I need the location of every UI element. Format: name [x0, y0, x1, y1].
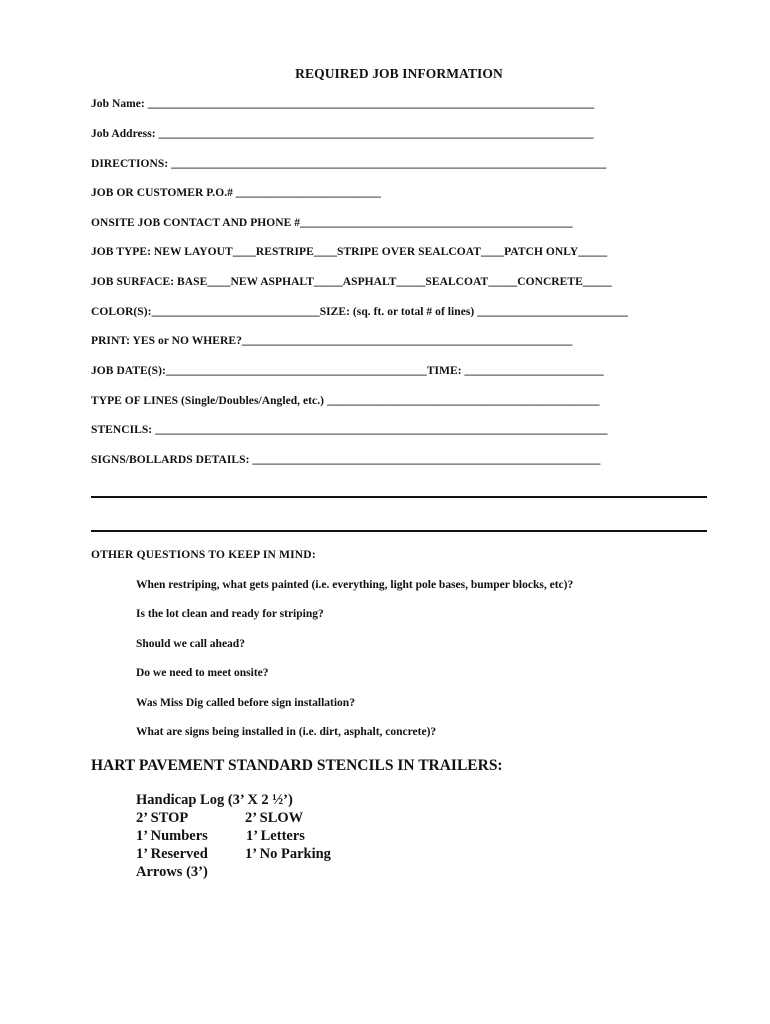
stencil-arrows: Arrows (3’): [136, 864, 208, 880]
print-where-field[interactable]: PRINT: YES or NO WHERE?_________________________________________________________: [91, 335, 573, 347]
directions-field[interactable]: DIRECTIONS: ___________________________________________________________________________: [91, 158, 607, 170]
signs-bollards-field[interactable]: SIGNS/BOLLARDS DETAILS: ____________________________________________________________: [91, 454, 601, 466]
job-name-field[interactable]: Job Name: _____________________________________________________________________________: [91, 98, 595, 110]
question-miss-dig: Was Miss Dig called before sign installation?: [136, 697, 355, 709]
stencil-numbers: 1’ Numbers: [136, 828, 208, 844]
question-restriping: When restriping, what gets painted (i.e. everything, light pole bases, bumper blocks, etc)?: [136, 579, 574, 591]
job-date-time-field[interactable]: JOB DATE(S):_____________________________________________TIME: ________________________: [91, 365, 604, 377]
other-questions-heading: OTHER QUESTIONS TO KEEP IN MIND:: [91, 549, 316, 561]
question-sign-installation: What are signs being installed in (i.e. dirt, asphalt, concrete)?: [136, 726, 437, 738]
job-surface-field[interactable]: JOB SURFACE: BASE____NEW ASPHALT_____ASPHALT_____SEALCOAT_____CONCRETE_____: [91, 276, 612, 288]
job-address-field[interactable]: Job Address: ___________________________________________________________________________: [91, 128, 594, 140]
stencil-letters: 1’ Letters: [246, 828, 305, 844]
notes-line-1[interactable]: [91, 496, 707, 498]
type-of-lines-field[interactable]: TYPE OF LINES (Single/Doubles/Angled, etc.) _______________________________________________: [91, 395, 600, 407]
stencils-heading: HART PAVEMENT STANDARD STENCILS IN TRAILERS:: [91, 757, 503, 774]
stencil-no-parking: 1’ No Parking: [245, 846, 331, 862]
color-size-field[interactable]: COLOR(S):_____________________________SIZE: (sq. ft. or total # of lines) __________________________: [91, 306, 628, 318]
question-meet-onsite: Do we need to meet onsite?: [136, 667, 269, 679]
job-type-field[interactable]: JOB TYPE: NEW LAYOUT____RESTRIPE____STRIPE OVER SEALCOAT____PATCH ONLY_____: [91, 246, 608, 258]
stencil-reserved: 1’ Reserved: [136, 846, 208, 862]
stencil-slow: 2’ SLOW: [245, 810, 304, 826]
stencils-field[interactable]: STENCILS: ______________________________________________________________________________: [91, 424, 608, 436]
customer-po-field[interactable]: JOB OR CUSTOMER P.O.# _________________________: [91, 187, 381, 199]
stencil-stop: 2’ STOP: [136, 810, 189, 826]
notes-line-2[interactable]: [91, 530, 707, 532]
stencil-handicap-logo: Handicap Log (3’ X 2 ½’): [136, 792, 293, 808]
question-lot-clean: Is the lot clean and ready for striping?: [136, 608, 324, 620]
form-title: REQUIRED JOB INFORMATION: [295, 66, 503, 81]
question-call-ahead: Should we call ahead?: [136, 638, 245, 650]
onsite-contact-field[interactable]: ONSITE JOB CONTACT AND PHONE #_______________________________________________: [91, 217, 573, 229]
